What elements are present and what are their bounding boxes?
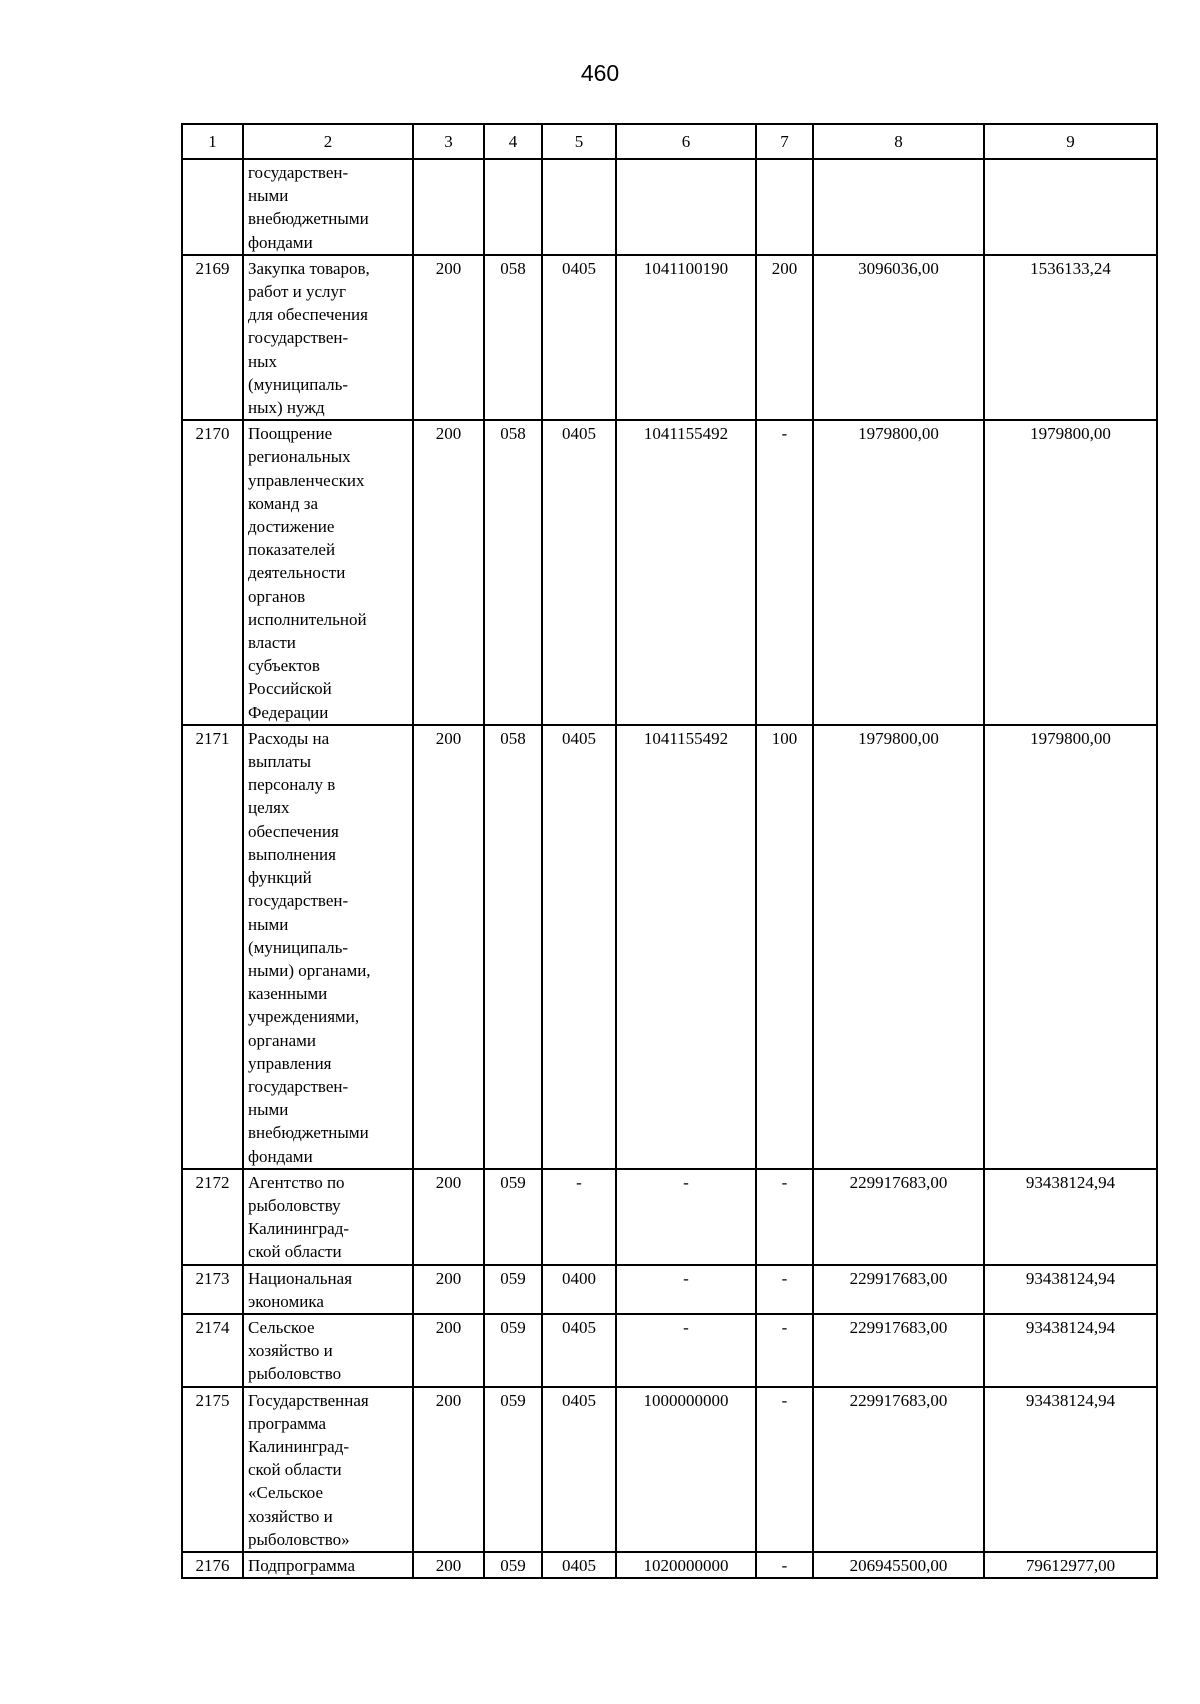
item-name-line: функций (248, 868, 312, 888)
item-name-cell (243, 1314, 413, 1387)
expense-type-cell: - (756, 1314, 813, 1387)
agency-code-cell (484, 159, 542, 255)
item-name-line: обеспечения (248, 821, 339, 841)
item-name-line: ных) нужд (248, 398, 325, 418)
row-number-cell: 2171 (182, 725, 243, 1169)
item-name-line: для обеспечения (248, 305, 368, 325)
row-number-cell: 2176 (182, 1552, 243, 1578)
item-name-line: Агентство по (248, 1172, 345, 1192)
amount-cell: 1979800,00 (984, 420, 1157, 725)
table-row (182, 420, 1157, 725)
item-name-line: ской области (248, 1460, 342, 1480)
subsection-code-cell: 0405 (542, 725, 616, 1169)
amount-cell: 1536133,24 (984, 255, 1157, 420)
amount-cell: 3096036,00 (813, 255, 984, 420)
subsection-code-cell: - (542, 1169, 616, 1265)
table-row (182, 725, 1157, 1169)
row-number-cell: 2174 (182, 1314, 243, 1387)
table-body (182, 159, 1157, 1578)
column-header: 2 (243, 124, 413, 159)
item-name-line: показателей (248, 540, 336, 560)
column-header: 4 (484, 124, 542, 159)
item-name-cell (243, 420, 413, 725)
item-name-line: (муниципаль- (248, 374, 348, 394)
subsection-code-cell: 0405 (542, 1314, 616, 1387)
item-name-line: экономика (248, 1291, 324, 1311)
item-name-line: хозяйство и (248, 1341, 333, 1361)
item-name-line: работ и услуг (248, 282, 346, 302)
column-number-row (182, 124, 1157, 159)
section-code-cell: 200 (413, 1387, 484, 1552)
amount-cell: 229917683,00 (813, 1265, 984, 1314)
expense-type-cell: - (756, 420, 813, 725)
item-name-line: органами (248, 1030, 317, 1050)
subsection-code-cell: 0405 (542, 1387, 616, 1552)
item-name-cell (243, 255, 413, 420)
amount-cell: 93438124,94 (984, 1387, 1157, 1552)
table-row (182, 255, 1157, 420)
target-article-cell: - (616, 1169, 756, 1265)
agency-code-cell: 058 (484, 420, 542, 725)
amount-cell: 229917683,00 (813, 1169, 984, 1265)
section-code-cell: 200 (413, 255, 484, 420)
expense-type-cell: 200 (756, 255, 813, 420)
section-code-cell: 200 (413, 725, 484, 1169)
table-row (182, 159, 1157, 255)
item-name-line: Федерации (248, 702, 329, 722)
amount-cell (813, 159, 984, 255)
item-name-line: достижение (248, 517, 335, 537)
target-article-cell: 1020000000 (616, 1552, 756, 1578)
item-name-line: Сельское (248, 1317, 315, 1337)
table-row (182, 1169, 1157, 1265)
amount-cell: 79612977,00 (984, 1552, 1157, 1578)
table-row (182, 1552, 1157, 1578)
item-name-line: государствен- (248, 328, 349, 348)
subsection-code-cell (542, 159, 616, 255)
item-name-line: казенными (248, 984, 328, 1004)
amount-cell (984, 159, 1157, 255)
item-name-line: внебюджетными (248, 1123, 369, 1143)
table-row (182, 1314, 1157, 1387)
subsection-code-cell: 0405 (542, 1552, 616, 1578)
item-name-cell (243, 1169, 413, 1265)
target-article-cell: - (616, 1265, 756, 1314)
item-name-line: Калининград- (248, 1436, 350, 1456)
agency-code-cell: 059 (484, 1265, 542, 1314)
column-header: 6 (616, 124, 756, 159)
item-name-line: фондами (248, 232, 313, 252)
target-article-cell: - (616, 1314, 756, 1387)
amount-cell: 1979800,00 (984, 725, 1157, 1169)
amount-cell: 229917683,00 (813, 1387, 984, 1552)
amount-cell: 206945500,00 (813, 1552, 984, 1578)
table-row (182, 1265, 1157, 1314)
agency-code-cell: 058 (484, 725, 542, 1169)
item-name-line: ской области (248, 1242, 342, 1262)
item-name-line: Подпрограмма (248, 1555, 355, 1575)
item-name-line: ными (248, 1100, 289, 1120)
section-code-cell: 200 (413, 1552, 484, 1578)
item-name-line: фондами (248, 1146, 313, 1166)
row-number-cell: 2175 (182, 1387, 243, 1552)
agency-code-cell: 058 (484, 255, 542, 420)
item-name-line: управленческих (248, 470, 365, 490)
page-number: 460 (580, 60, 620, 86)
section-code-cell: 200 (413, 1265, 484, 1314)
item-name-line: ных (248, 351, 278, 371)
item-name-line: субъектов (248, 656, 320, 676)
item-name-line: ными) органами, (248, 960, 371, 980)
item-name-line: государствен- (248, 1076, 349, 1096)
item-name-cell (243, 1552, 413, 1578)
amount-cell: 93438124,94 (984, 1314, 1157, 1387)
item-name-cell (243, 159, 413, 255)
amount-cell: 93438124,94 (984, 1265, 1157, 1314)
item-name-line: персоналу в (248, 775, 336, 795)
agency-code-cell: 059 (484, 1314, 542, 1387)
item-name-line: Калининград- (248, 1219, 350, 1239)
budget-table (181, 123, 1158, 1579)
item-name-line: ными (248, 186, 289, 206)
item-name-line: Расходы на (248, 728, 330, 748)
section-code-cell: 200 (413, 420, 484, 725)
column-header: 7 (756, 124, 813, 159)
item-name-line: команд за (248, 493, 319, 513)
amount-cell: 1979800,00 (813, 725, 984, 1169)
item-name-cell (243, 1265, 413, 1314)
row-number-cell: 2170 (182, 420, 243, 725)
target-article-cell: 1041155492 (616, 725, 756, 1169)
item-name-line: деятельности (248, 563, 346, 583)
column-header: 3 (413, 124, 484, 159)
item-name-line: рыболовство» (248, 1529, 350, 1549)
agency-code-cell: 059 (484, 1387, 542, 1552)
subsection-code-cell: 0400 (542, 1265, 616, 1314)
row-number-cell: 2173 (182, 1265, 243, 1314)
target-article-cell: 1041155492 (616, 420, 756, 725)
expense-type-cell: 100 (756, 725, 813, 1169)
expense-type-cell: - (756, 1552, 813, 1578)
row-number-cell (182, 159, 243, 255)
section-code-cell (413, 159, 484, 255)
item-name-line: органов (248, 586, 306, 606)
expense-type-cell: - (756, 1169, 813, 1265)
item-name-line: государствен- (248, 163, 349, 182)
item-name-line: Закупка товаров, (248, 258, 370, 278)
column-header: 1 (182, 124, 243, 159)
item-name-line: учреждениями, (248, 1007, 360, 1027)
item-name-line: внебюджетными (248, 209, 369, 229)
target-article-cell (616, 159, 756, 255)
expense-type-cell (756, 159, 813, 255)
amount-cell: 229917683,00 (813, 1314, 984, 1387)
item-name-line: целях (248, 798, 290, 818)
item-name-line: выплаты (248, 752, 311, 772)
amount-cell: 93438124,94 (984, 1169, 1157, 1265)
item-name-line: Национальная (248, 1268, 353, 1288)
section-code-cell: 200 (413, 1169, 484, 1265)
item-name-line: хозяйство и (248, 1506, 333, 1526)
target-article-cell: 1041100190 (616, 255, 756, 420)
agency-code-cell: 059 (484, 1169, 542, 1265)
item-name-line: управления (248, 1053, 332, 1073)
item-name-line: рыболовству (248, 1195, 341, 1215)
item-name-line: Поощрение (248, 424, 333, 444)
row-number-cell: 2169 (182, 255, 243, 420)
expense-type-cell: - (756, 1387, 813, 1552)
subsection-code-cell: 0405 (542, 420, 616, 725)
item-name-line: рыболовство (248, 1364, 342, 1384)
item-name-line: региональных (248, 447, 351, 467)
table-row (182, 1387, 1157, 1552)
item-name-cell (243, 1387, 413, 1552)
expense-type-cell: - (756, 1265, 813, 1314)
item-name-line: власти (248, 633, 296, 653)
item-name-line: Российской (248, 679, 332, 699)
item-name-line: ными (248, 914, 289, 934)
item-name-line: программа (248, 1413, 327, 1433)
column-header: 5 (542, 124, 616, 159)
item-name-line: государствен- (248, 891, 349, 911)
subsection-code-cell: 0405 (542, 255, 616, 420)
agency-code-cell: 059 (484, 1552, 542, 1578)
column-header: 9 (984, 124, 1157, 159)
item-name-line: (муниципаль- (248, 937, 348, 957)
amount-cell: 1979800,00 (813, 420, 984, 725)
item-name-line: Государственная (248, 1390, 369, 1410)
item-name-line: исполнительной (248, 609, 367, 629)
section-code-cell: 200 (413, 1314, 484, 1387)
item-name-line: «Сельское (248, 1483, 324, 1503)
item-name-cell (243, 725, 413, 1169)
item-name-line: выполнения (248, 844, 336, 864)
row-number-cell: 2172 (182, 1169, 243, 1265)
column-header: 8 (813, 124, 984, 159)
target-article-cell: 1000000000 (616, 1387, 756, 1552)
